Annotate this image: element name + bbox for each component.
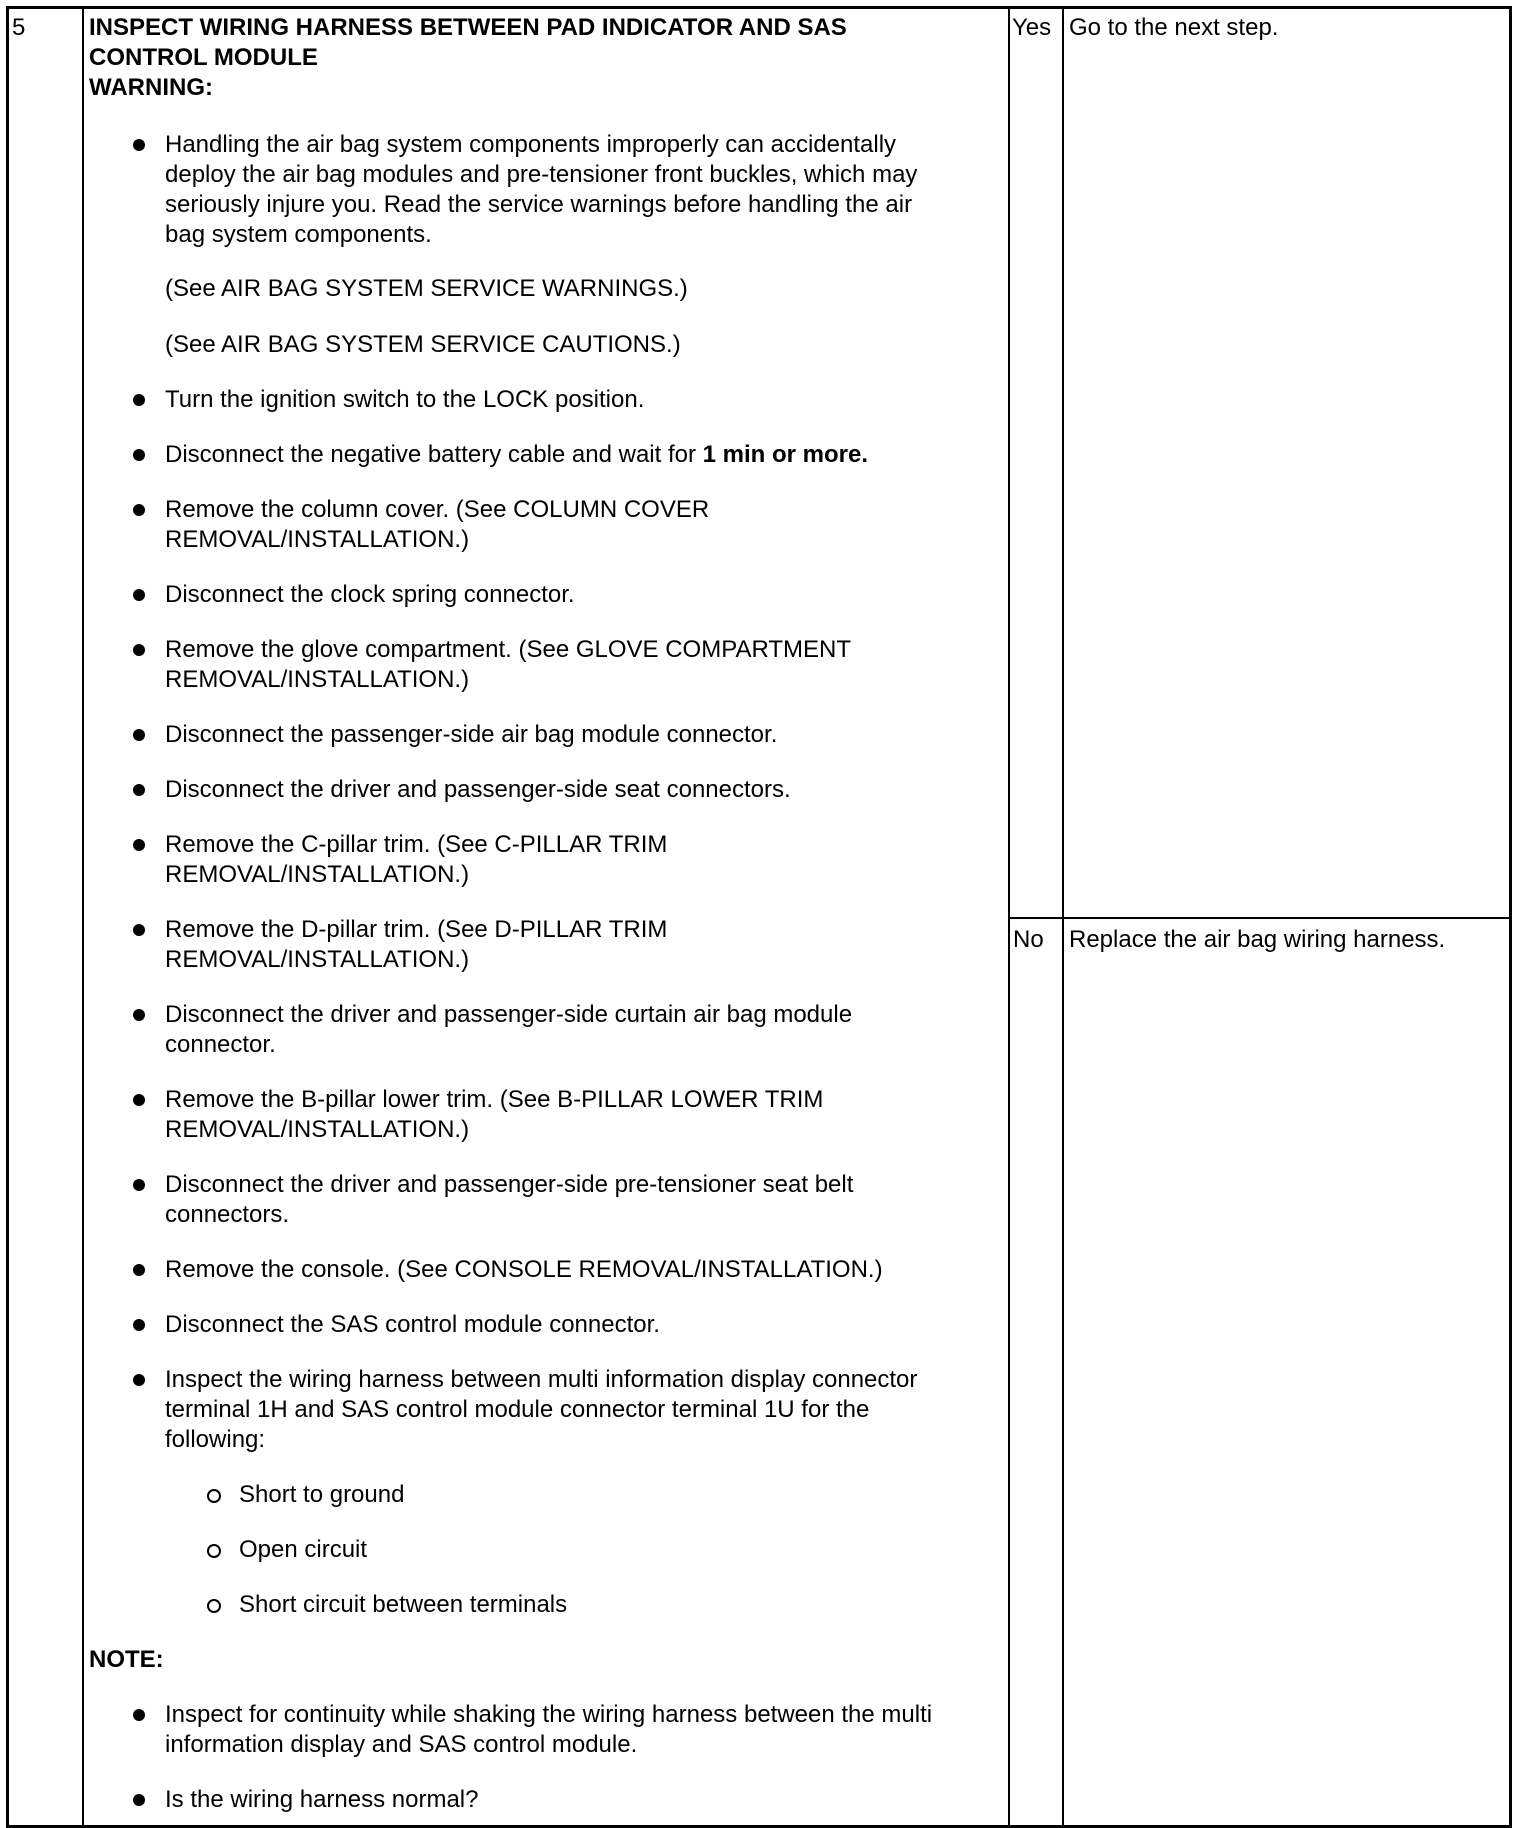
bullet-icon [133, 1179, 145, 1191]
step-item-5-line-2: REMOVAL/INSTALLATION.) [165, 666, 470, 693]
hollow-bullet-icon [207, 1544, 221, 1558]
step-item-13: Remove the console. (See CONSOLE REMOVAL/INSTALLATION.) [165, 1256, 883, 1283]
bullet-icon [133, 589, 145, 601]
step-item-3-line-1: Remove the column cover. (See COLUMN COVER [165, 496, 710, 523]
step-item-12-line-2: connectors. [165, 1201, 290, 1228]
step-item-1: Turn the ignition switch to the LOCK position. [165, 386, 645, 413]
condition-item-1: Short to ground [239, 1481, 405, 1508]
yes-no-divider [1008, 917, 1512, 919]
bullet-icon [133, 1709, 145, 1721]
warning-line-3: seriously injure you. Read the service warnings before handling the air [165, 191, 913, 218]
step-item-15-line-2: terminal 1H and SAS control module connector terminal 1U for the [165, 1396, 870, 1423]
bullet-icon [133, 1264, 145, 1276]
step-item-15-line-1: Inspect the wiring harness between multi information display connector [165, 1366, 918, 1393]
bullet-icon [133, 139, 145, 151]
bullet-icon [133, 839, 145, 851]
condition-item-3: Short circuit between terminals [239, 1591, 568, 1618]
step-title-line-1: INSPECT WIRING HARNESS BETWEEN PAD INDICATOR AND SAS [89, 14, 847, 41]
step-item-15-line-3: following: [165, 1426, 266, 1453]
warning-line-1: Handling the air bag system components improperly can accidentally [165, 131, 897, 158]
step-item-10-line-2: connector. [165, 1031, 276, 1058]
note-item-1-line-2: information display and SAS control module. [165, 1731, 638, 1758]
bullet-icon [133, 644, 145, 656]
warning-see-2: (See AIR BAG SYSTEM SERVICE CAUTIONS.) [165, 331, 681, 358]
note-item-2: Is the wiring harness normal? [165, 1786, 479, 1813]
step-item-3-line-2: REMOVAL/INSTALLATION.) [165, 526, 470, 553]
step-item-4: Disconnect the clock spring connector. [165, 581, 575, 608]
step-item-5-line-1: Remove the glove compartment. (See GLOVE COMPARTMENT [165, 636, 852, 663]
step-item-7: Disconnect the driver and passenger-side seat connectors. [165, 776, 791, 803]
step-item-9-line-2: REMOVAL/INSTALLATION.) [165, 946, 470, 973]
step-item-9-line-1: Remove the D-pillar trim. (See D-PILLAR TRIM [165, 916, 668, 943]
yes-label: Yes [1012, 14, 1052, 41]
step-item-12-line-1: Disconnect the driver and passenger-side pre-tensioner seat belt [165, 1171, 854, 1198]
warning-line-2: deploy the air bag modules and pre-tensioner front buckles, which may [165, 161, 918, 188]
bullet-icon [133, 1009, 145, 1021]
bullet-icon [133, 1794, 145, 1806]
warning-line-4: bag system components. [165, 221, 432, 248]
bullet-icon [133, 1319, 145, 1331]
step-title-line-2: CONTROL MODULE [89, 44, 318, 71]
step-item-8-line-2: REMOVAL/INSTALLATION.) [165, 861, 470, 888]
note-item-1-line-1: Inspect for continuity while shaking the wiring harness between the multi [165, 1701, 933, 1728]
step-item-6: Disconnect the passenger-side air bag module connector. [165, 721, 778, 748]
bullet-icon [133, 784, 145, 796]
step-item-14: Disconnect the SAS control module connector. [165, 1311, 660, 1338]
condition-item-2: Open circuit [239, 1536, 368, 1563]
step-item-2 [165, 440, 868, 470]
no-action: Replace the air bag wiring harness. [1069, 926, 1446, 953]
hollow-bullet-icon [207, 1599, 221, 1613]
step-item-2-text: Disconnect the negative battery cable and wait for [165, 441, 703, 468]
yes-action: Go to the next step. [1069, 14, 1279, 41]
bullet-icon [133, 924, 145, 936]
bullet-icon [133, 449, 145, 461]
bullet-icon [133, 1094, 145, 1106]
step-item-11-line-1: Remove the B-pillar lower trim. (See B-PILLAR LOWER TRIM [165, 1086, 824, 1113]
bullet-icon [133, 504, 145, 516]
bullet-icon [133, 394, 145, 406]
step-item-2-bold: 1 min or more. [702, 441, 869, 468]
note-label: NOTE: [89, 1646, 164, 1673]
bullet-icon [133, 1374, 145, 1386]
step-item-10-line-1: Disconnect the driver and passenger-side curtain air bag module [165, 1001, 853, 1028]
step-number: 5 [12, 14, 26, 41]
warning-label: WARNING: [89, 74, 213, 101]
step-item-11-line-2: REMOVAL/INSTALLATION.) [165, 1116, 470, 1143]
col-divider-1 [82, 6, 84, 1828]
no-label: No [1013, 926, 1044, 953]
step-item-8-line-1: Remove the C-pillar trim. (See C-PILLAR TRIM [165, 831, 668, 858]
bullet-icon [133, 729, 145, 741]
hollow-bullet-icon [207, 1489, 221, 1503]
warning-see-1: (See AIR BAG SYSTEM SERVICE WARNINGS.) [165, 275, 688, 302]
